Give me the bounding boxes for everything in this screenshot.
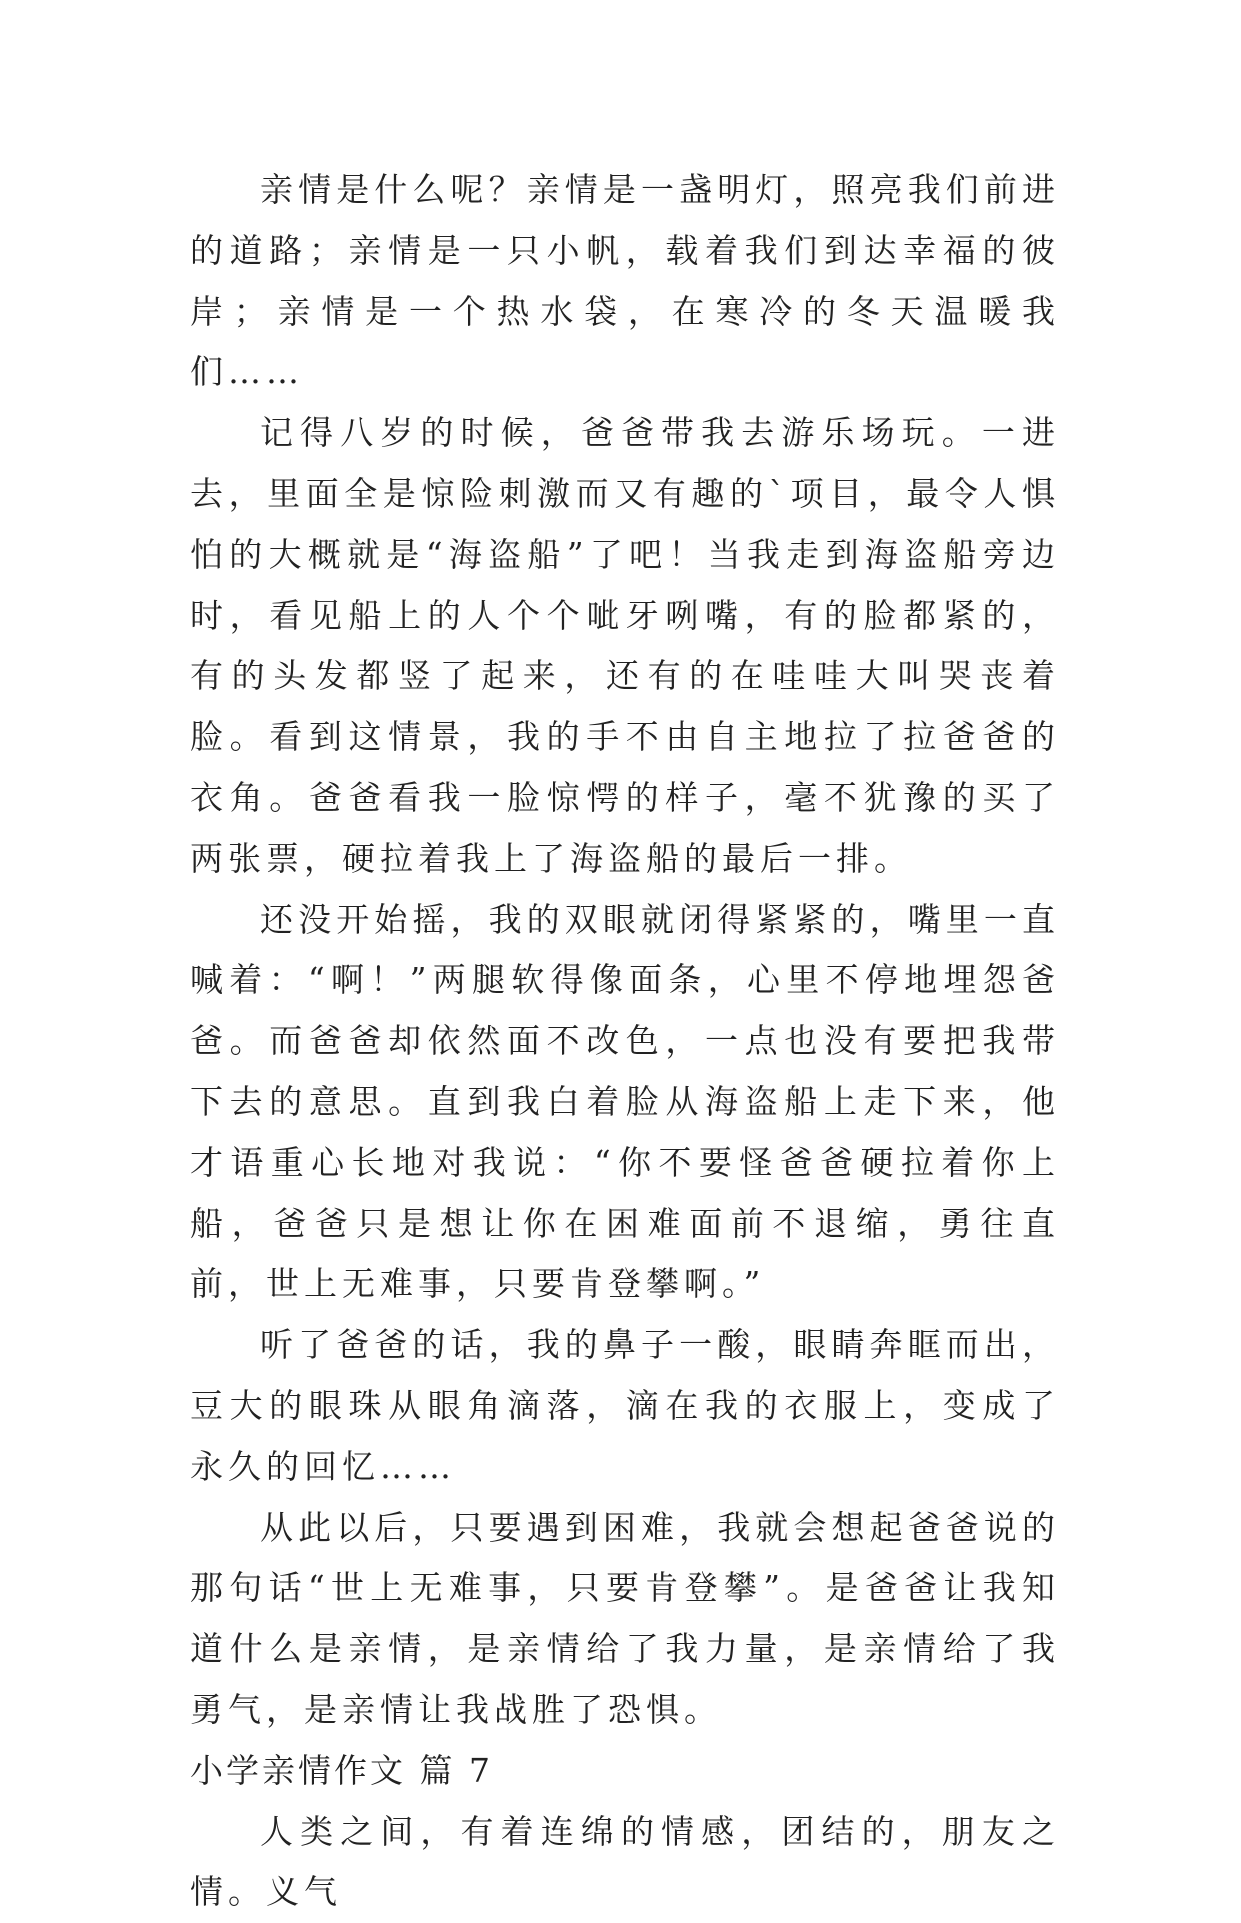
- paragraph-4: 听了爸爸的话，我的鼻子一酸，眼睛奔眶而出，豆大的眼珠从眼角滴落，滴在我的衣服上，变成了永久的回忆……: [190, 1325, 1060, 1486]
- paragraph-1: 亲情是什么呢？亲情是一盏明灯，照亮我们前进的道路；亲情是一只小帆，载着我们到达幸福的彼岸；亲情是一个热水袋，在寒冷的冬天温暖我们……: [190, 170, 1060, 392]
- paragraph-2: 记得八岁的时候，爸爸带我去游乐场玩。一进去，里面全是惊险刺激而又有趣的`项目，最令人惧怕的大概就是“海盗船”了吧！当我走到海盗船旁边时，看见船上的人个个呲牙咧嘴，有的脸都紧的，有的头发都竖了起来，还有的在哇哇大叫哭丧着脸。看到这情景，我的手不由自主地拉了拉爸爸的衣角。爸爸看我一脸惊愕的样子，毫不犹豫的买了两张票，硬拉着我上了海盗船的最后一排。: [190, 413, 1060, 878]
- paragraph-5: 从此以后，只要遇到困难，我就会想起爸爸说的那句话“世上无难事，只要肯登攀”。是爸爸让我知道什么是亲情，是亲情给了我力量，是亲情给了我勇气，是亲情让我战胜了恐惧。: [190, 1507, 1060, 1729]
- paragraph-6: 人类之间，有着连绵的情感，团结的，朋友之情。义气: [190, 1811, 1060, 1912]
- section-heading: 小学亲情作文 篇 7: [190, 1750, 493, 1790]
- document-body: [190, 160, 1060, 1923]
- paragraph-3: 还没开始摇，我的双眼就闭得紧紧的，嘴里一直喊着：“啊！”两腿软得像面条，心里不停地埋怨爸爸。而爸爸却依然面不改色，一点也没有要把我带下去的意思。直到我白着脸从海盗船上走下来，他才语重心长地对我说：“你不要怪爸爸硬拉着你上船，爸爸只是想让你在困难面前不退缩，勇往直前，世上无难事，只要肯登攀啊。”: [190, 899, 1060, 1304]
